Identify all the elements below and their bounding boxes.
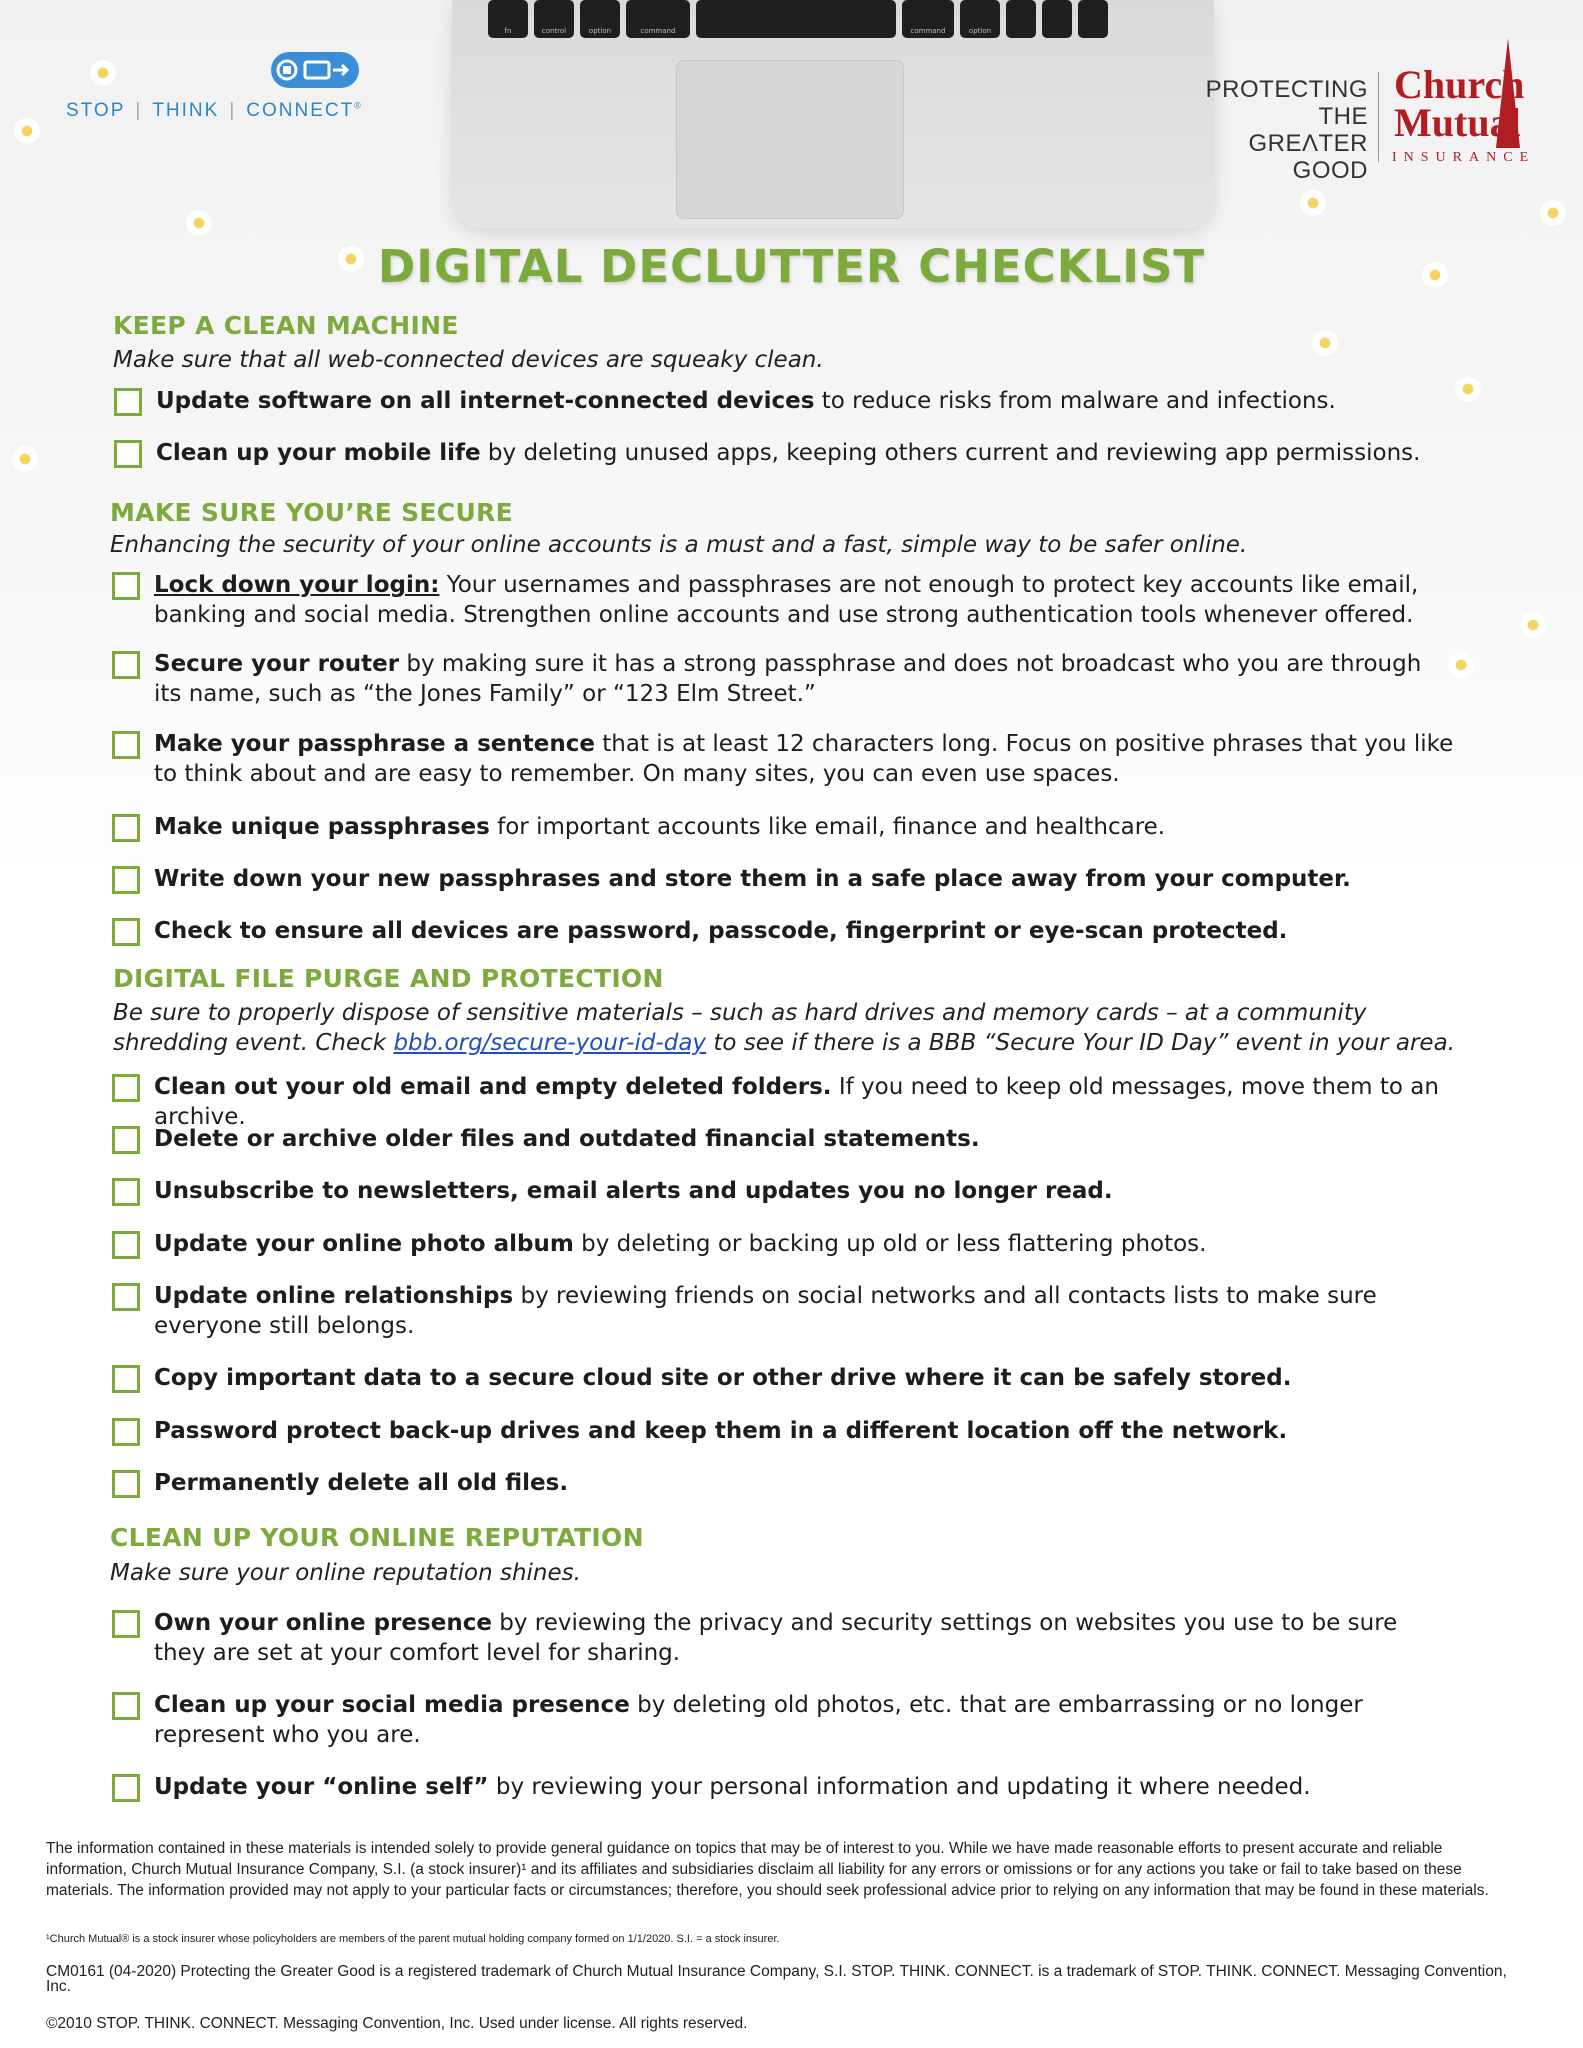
- checkbox[interactable]: [112, 1418, 140, 1446]
- section-heading-secure: MAKE SURE YOU’RE SECURE: [110, 498, 513, 527]
- item-bold: Write down your new passphrases and store them in a safe place away from your computer.: [154, 866, 1351, 892]
- checkbox[interactable]: [112, 1231, 140, 1259]
- section-subtitle-clean-machine: Make sure that all web-connected devices are squeaky clean.: [113, 347, 824, 373]
- key-option-right: option: [960, 0, 1000, 38]
- section-subtitle-secure: Enhancing the security of your online accounts is a must and a fast, simple way to be safer online.: [110, 532, 1248, 558]
- trackpad: [676, 60, 904, 219]
- item-bold: Update your “online self”: [154, 1774, 489, 1800]
- tagline-line-3: GOOD: [1292, 157, 1368, 184]
- section-heading-file-purge: DIGITAL FILE PURGE AND PROTECTION: [113, 964, 664, 993]
- item-bold: Own your online presence: [154, 1610, 492, 1636]
- checkbox[interactable]: [112, 651, 140, 679]
- item-rest: by reviewing friends on social networks and all contacts lists to make sure everyone still belongs.: [154, 1283, 1377, 1339]
- stc-badge-icon: [271, 52, 359, 88]
- keyboard-row: [488, 0, 1178, 42]
- item-rest: by making sure it has a strong passphrase and does not broadcast who you are through its name, such as “the Jones Family” or “123 Elm Street.”: [154, 651, 1422, 707]
- item-bold: Unsubscribe to newsletters, email alerts and updates you no longer read.: [154, 1178, 1113, 1204]
- item-text: [154, 1363, 1454, 1393]
- checkbox[interactable]: [112, 572, 140, 600]
- stc-connect: CONNECT: [246, 100, 355, 121]
- item-text: [154, 649, 1454, 709]
- protecting-greater-good-tagline: [1206, 76, 1368, 184]
- checkbox[interactable]: [112, 814, 140, 842]
- checkbox[interactable]: [112, 1126, 140, 1154]
- checkbox[interactable]: [112, 1692, 140, 1720]
- item-rest: by reviewing your personal information and updating it where needed.: [488, 1774, 1311, 1800]
- item-text: [154, 729, 1454, 789]
- daisy-decoration: [1300, 190, 1326, 216]
- daisy-decoration: [186, 210, 212, 236]
- item-rest: by reviewing the privacy and security settings on websites you use to be sure they are set at your comfort level for sharing.: [154, 1610, 1398, 1666]
- key-arrow-updown: [1042, 0, 1072, 38]
- item-bold: Update software on all internet-connected devices: [156, 388, 815, 414]
- cm-name-line-1: Church: [1394, 62, 1525, 107]
- item-bold: Delete or archive older files and outdated financial statements.: [154, 1126, 980, 1152]
- item-bold: Update online relationships: [154, 1283, 514, 1309]
- daisy-decoration: [1455, 376, 1481, 402]
- key-space: [696, 0, 896, 38]
- item-bold: Update your online photo album: [154, 1231, 574, 1257]
- tagline-line-1: PROTECTING: [1205, 76, 1368, 103]
- copyright-text: ©2010 STOP. THINK. CONNECT. Messaging Convention, Inc. Used under license. All rights reserved.: [46, 2015, 748, 2032]
- item-rest: by deleting or backing up old or less flattering photos.: [573, 1231, 1207, 1257]
- checkbox[interactable]: [112, 1610, 140, 1638]
- item-bold: Clean up your social media presence: [154, 1692, 630, 1718]
- checkbox[interactable]: [112, 731, 140, 759]
- item-rest: Your usernames and passphrases are not enough to protect key accounts like email, banking and social media. Strengthen online accounts and use strong authentication tools whenever offered.: [154, 572, 1419, 628]
- section-heading-reputation: CLEAN UP YOUR ONLINE REPUTATION: [110, 1523, 644, 1552]
- disclaimer-text: The information contained in these materials is intended solely to provide general guidance on topics that may be of interest to you. While we have made reasonable efforts to present accurate and reliable information, Church Mutual Insurance Company, S.I. (a stock insurer)¹ and its affiliates and subsidiaries disclaim all liability for any errors or omissions or for any actions you take or fail to take based on these materials. The information provided may not apply to your particular facts or circumstances; therefore, you should seek professional advice prior to relying on any information that may be found in these materials.: [46, 1840, 1489, 1899]
- subtitle-pre: shredding event. Check: [113, 1030, 394, 1056]
- item-bold: Clean up your mobile life: [156, 440, 481, 466]
- item-text: [154, 1608, 1454, 1668]
- insurance-wordmark: INSURANCE: [1392, 150, 1536, 165]
- item-text: [156, 386, 1456, 416]
- daisy-decoration: [14, 118, 40, 144]
- stc-wordmark: STOP | THINK | CONNECT®: [66, 100, 363, 121]
- section-subtitle-file-purge-line2: [113, 1028, 1455, 1058]
- stc-stop: STOP: [66, 100, 126, 121]
- checkbox[interactable]: [112, 1178, 140, 1206]
- item-rest: that is at least 12 characters long. Focus on positive phrases that you like to think about and are easy to remember. On many sites, you can even use spaces.: [154, 731, 1454, 787]
- daisy-decoration: [1540, 200, 1566, 226]
- item-text: [154, 1229, 1454, 1259]
- church-mutual-logo: [1205, 38, 1536, 184]
- item-text: [154, 1176, 1454, 1206]
- stop-think-connect-logo: [66, 52, 386, 132]
- item-text: [154, 1772, 1454, 1802]
- item-text: [154, 570, 1454, 630]
- key-control: control: [534, 0, 574, 38]
- daisy-decoration: [12, 446, 38, 472]
- item-rest: by deleting old photos, etc. that are embarrassing or no longer represent who you are.: [154, 1692, 1363, 1748]
- item-bold: Copy important data to a secure cloud site or other drive where it can be safely stored.: [154, 1365, 1292, 1391]
- item-rest: by deleting unused apps, keeping others current and reviewing app permissions.: [480, 440, 1421, 466]
- item-text: [154, 1416, 1454, 1446]
- trademark-text: CM0161 (04-2020) Protecting the Greater Good is a registered trademark of Church Mutual Insurance Company, S.I. STOP. THINK. CONNECT. is a trademark of STOP. THINK. CONNECT. Messaging Convention, Inc.: [46, 1963, 1507, 1995]
- daisy-decoration: [1520, 612, 1546, 638]
- item-text: [154, 1072, 1454, 1132]
- section-heading-clean-machine: KEEP A CLEAN MACHINE: [113, 311, 459, 340]
- checkbox[interactable]: [114, 440, 142, 468]
- item-bold: Lock down your login:: [154, 572, 440, 598]
- key-command-right: command: [902, 0, 954, 38]
- item-text: [154, 1124, 1454, 1154]
- item-bold: Make unique passphrases: [154, 814, 490, 840]
- item-text: [154, 1690, 1454, 1750]
- footnote-text: ¹Church Mutual® is a stock insurer whose policyholders are members of the parent mutual holding company formed on 1/1/2020. S.I. = a stock insurer.: [46, 1933, 780, 1945]
- checkbox[interactable]: [112, 1074, 140, 1102]
- cm-name-line-2: Mutual: [1394, 100, 1521, 145]
- item-text: [154, 1281, 1454, 1341]
- item-bold: Clean out your old email and empty deleted folders.: [154, 1074, 832, 1100]
- laptop-image: [452, 0, 1214, 228]
- key-arrow-right: [1078, 0, 1108, 38]
- bbb-secure-id-link[interactable]: bbb.org/secure-your-id-day: [393, 1030, 707, 1056]
- item-text: [154, 812, 1454, 842]
- key-option: option: [580, 0, 620, 38]
- checkbox[interactable]: [114, 388, 142, 416]
- section-subtitle-reputation: Make sure your online reputation shines.: [110, 1560, 581, 1586]
- checkbox[interactable]: [112, 1365, 140, 1393]
- item-text: [154, 864, 1454, 894]
- checkbox[interactable]: [112, 1283, 140, 1311]
- item-bold: Secure your router: [154, 651, 400, 677]
- item-bold: Check to ensure all devices are password, passcode, fingerprint or eye-scan protected.: [154, 918, 1288, 944]
- key-fn: fn: [488, 0, 528, 38]
- tagline-line-2: THE GREΛTER: [1248, 103, 1368, 157]
- checkbox[interactable]: [112, 1470, 140, 1498]
- checkbox[interactable]: [112, 918, 140, 946]
- key-command: command: [626, 0, 690, 38]
- item-bold: Make your passphrase a sentence: [154, 731, 595, 757]
- item-bold: Permanently delete all old files.: [154, 1470, 569, 1496]
- item-text: [154, 1468, 1454, 1498]
- item-bold: Password protect back-up drives and keep them in a different location off the network.: [154, 1418, 1288, 1444]
- item-rest: to reduce risks from malware and infections.: [814, 388, 1336, 414]
- item-rest: If you need to keep old messages, move them to an archive.: [154, 1074, 1439, 1130]
- section-subtitle-file-purge-line1: Be sure to properly dispose of sensitive materials – such as hard drives and memory cards – at a community: [113, 1000, 1367, 1026]
- checkbox[interactable]: [112, 866, 140, 894]
- logo-divider: [1378, 72, 1379, 162]
- subtitle-post: to see if there is a BBB “Secure Your ID Day” event in your area.: [706, 1030, 1455, 1056]
- item-text: [156, 438, 1456, 468]
- item-text: [154, 916, 1454, 946]
- page-title: DIGITAL DECLUTTER CHECKLIST: [377, 240, 1206, 293]
- church-mutual-wordmark: [1394, 62, 1525, 145]
- item-rest: for important accounts like email, finance and healthcare.: [489, 814, 1166, 840]
- key-arrow-left: [1006, 0, 1036, 38]
- stc-trademark: ®: [354, 100, 363, 111]
- checkbox[interactable]: [112, 1774, 140, 1802]
- stc-think: THINK: [152, 100, 220, 121]
- daisy-decoration: [1312, 330, 1338, 356]
